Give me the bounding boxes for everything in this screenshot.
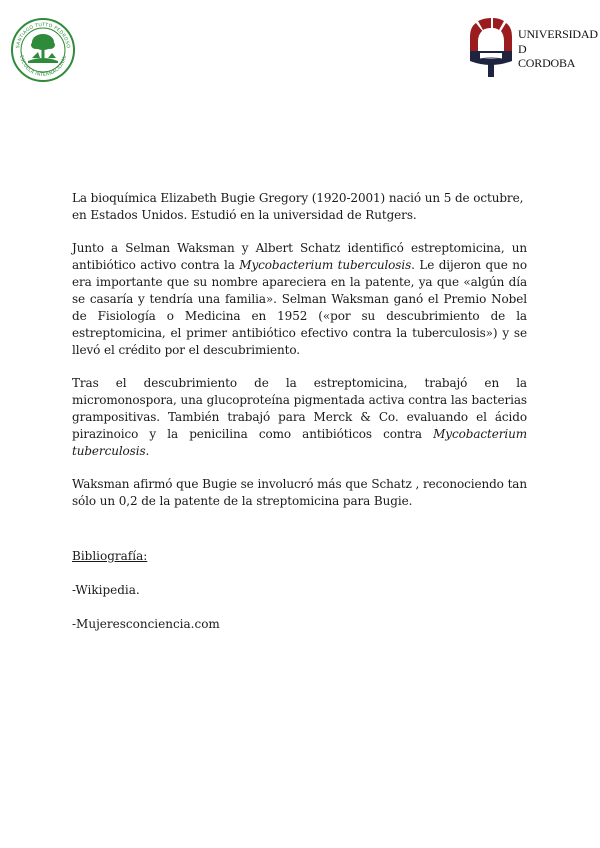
paragraph-discovery <box>72 240 527 359</box>
paragraph-intro: La bioquímica Elizabeth Bugie Gregory (1920-2001) nació un 5 de octubre, en Estados Unidos. Estudió en la universidad de Rutgers. <box>72 191 524 222</box>
university-name-line1: UNIVERSIDAD <box>518 27 598 41</box>
bibliography-item: -Wikipedia. <box>72 583 140 597</box>
university-name-line3: CORDOBA <box>518 56 576 70</box>
university-crest-icon <box>466 17 516 79</box>
university-name-line2: D <box>518 41 527 56</box>
paragraph-later-work <box>72 375 527 460</box>
bibliography-title: Bibliografía: <box>72 549 148 563</box>
paragraph-discovery-b: . Le dijeron que no era importante que su nombre apareciera en la patente, ya que «algún día se casaría y tendría una familia». Selman Waksman ganó el Premio Nobel de Fisiología o Medicina en 1952 («por su descubrimiento de la estreptomicina, el primer antibiótico efectivo contra la tuberculosis») y se llevó el crédito por el descubrimiento. <box>72 258 528 357</box>
paragraph-discovery-a: Junto a Selman Waksman y Albert Schatz identificó estreptomicina, un antibiótico activo contra la <box>72 241 527 272</box>
document-body <box>72 190 527 510</box>
paragraph-later-work-b: . <box>145 444 150 458</box>
bibliography-section <box>72 548 527 650</box>
paragraph-later-work-a: Tras el descubrimiento de la estreptomicina, trabajó en la micromonospora, una glucoproteína pigmentada activa contra las bacterias grampositivas. También trabajó para Merck & Co. evaluando el ácido pirazinoico y la penicilina como antibióticos contra <box>72 376 527 441</box>
seal-text-top: SANTIAGO TUTTO PEDROSO <box>16 22 70 49</box>
bibliography-item: -Mujeresconciencia.com <box>72 617 220 631</box>
university-name <box>518 27 598 71</box>
institution-seal-icon <box>10 17 76 83</box>
paragraph-recognition: Waksman afirmó que Bugie se involucró más que Schatz , reconociendo tan sólo un 0,2 de la patente de la streptomicina para Bugie. <box>72 477 527 508</box>
species-name: Mycobacterium tuberculosis <box>72 427 527 458</box>
seal-text-bottom: ESCUELA INTERNACIONAL <box>18 55 68 79</box>
university-logo <box>466 17 596 79</box>
species-name: Mycobacterium tuberculosis <box>239 258 412 272</box>
